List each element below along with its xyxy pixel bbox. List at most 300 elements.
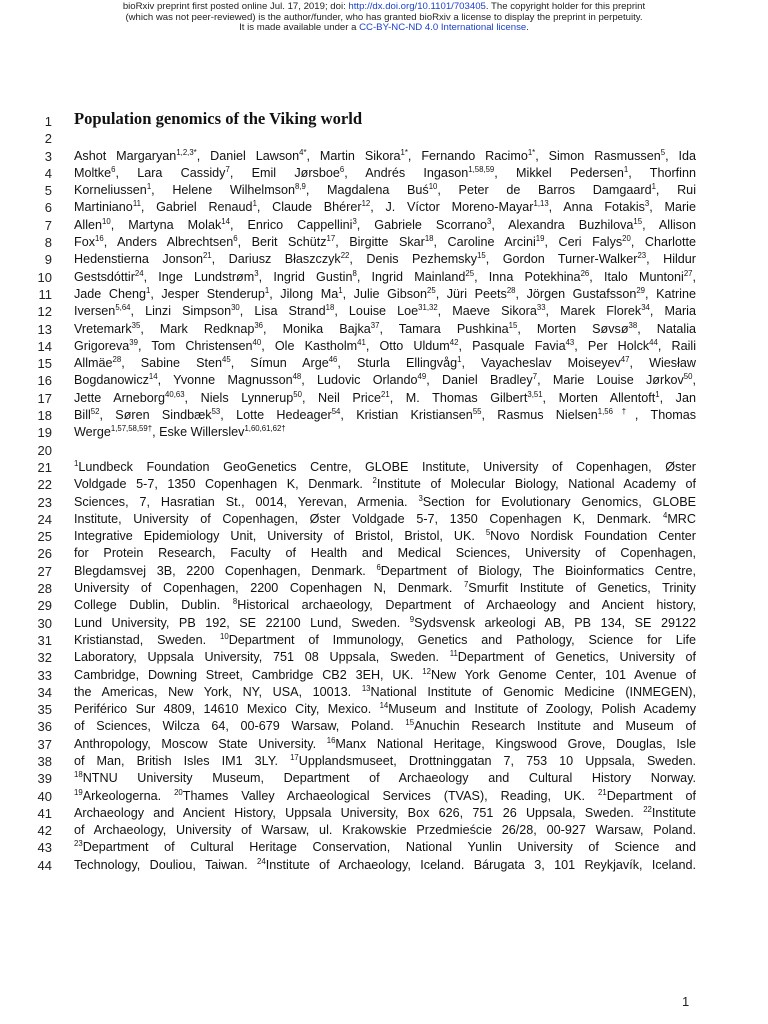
text-run: , Mark Redknap <box>140 321 255 336</box>
affiliation-superscript: 3 <box>486 216 492 226</box>
line-number: 11 <box>38 286 52 302</box>
affiliation-superscript: 10 <box>220 631 229 641</box>
line-text <box>74 494 696 511</box>
affiliation-superscript: 3,51 <box>527 389 543 399</box>
manuscript-line <box>0 286 768 303</box>
text-run: , Enrico Cappellini <box>229 217 353 232</box>
manuscript-line <box>0 736 768 753</box>
text-run: , Dariusz Błaszczyk <box>211 252 341 267</box>
affiliation-superscript: 1 <box>74 458 79 468</box>
text-run: , Søren Sindbæk <box>99 408 212 423</box>
doi-link[interactable]: http://dx.doi.org/10.1101/703405 <box>348 1 486 12</box>
line-text <box>74 459 696 476</box>
affiliation-superscript: 1 <box>457 355 462 365</box>
line-number: 35 <box>37 702 52 718</box>
affiliation-superscript: 45 <box>222 355 231 365</box>
line-number: 37 <box>37 736 52 752</box>
text-run: , Emil Jørsboe <box>229 165 340 180</box>
text-run: the Americas, New York, NY, USA, 10013. <box>74 684 362 699</box>
line-text <box>74 718 696 735</box>
line-number: 1 <box>44 114 52 129</box>
affiliation-superscript: 6 <box>233 234 238 244</box>
line-text <box>74 269 696 286</box>
affiliation-superscript: 3 <box>418 493 423 503</box>
line-number: 16 <box>37 373 52 389</box>
line-number: 10 <box>37 269 52 285</box>
line-number: 17 <box>37 390 52 406</box>
manuscript-body <box>0 109 768 874</box>
affiliation-superscript: 23 <box>637 251 647 261</box>
affiliation-superscript: 1 <box>651 182 656 192</box>
text-run: , Katrine <box>645 286 696 301</box>
text-run: Manx National Heritage, Kingswood Grove, Douglas, Isle <box>335 736 696 751</box>
affiliation-superscript: 8 <box>232 597 238 607</box>
text-run: , Niels Lynnerup <box>184 390 294 405</box>
text-run: , Anna Fotakis <box>548 200 645 215</box>
text-run: , Alexandra Buzhilova <box>491 217 634 232</box>
text-run: Section for Evolutionary Genomics, GLOBE <box>422 494 696 509</box>
manuscript-line <box>0 234 768 251</box>
line-text <box>74 580 696 597</box>
affiliation-superscript: 43 <box>565 337 575 347</box>
manuscript-line <box>0 511 768 528</box>
line-text <box>74 355 696 372</box>
line-number: 29 <box>37 598 52 614</box>
line-number: 40 <box>37 788 52 804</box>
line-text <box>74 736 696 753</box>
affiliation-superscript: 54 <box>331 407 341 417</box>
line-number: 41 <box>37 805 52 821</box>
affiliation-superscript: 35 <box>131 320 141 330</box>
text-run: Institute of Molecular Biology, National Academy of <box>376 477 696 492</box>
text-run: , Gordon Turner-Walker <box>485 252 638 267</box>
text-run: , Jesper Stenderup <box>150 286 265 301</box>
affiliation-superscript: 18 <box>424 234 434 244</box>
line-number: 28 <box>37 581 52 597</box>
text-run: Moltke <box>74 165 112 180</box>
manuscript-line <box>0 199 768 216</box>
text-run: Thames Valley Archaeological Services (TVAS), Reading, UK. <box>182 788 599 803</box>
manuscript-line <box>0 407 768 424</box>
line-text <box>74 770 696 787</box>
line-text <box>74 632 696 649</box>
affiliation-superscript: 1* <box>400 147 408 157</box>
affiliation-superscript: 1,57,58,59† <box>110 424 153 434</box>
manuscript-line <box>0 442 768 459</box>
affiliation-superscript: 11 <box>132 199 141 209</box>
affiliation-superscript: 9 <box>409 614 415 624</box>
manuscript-line <box>0 822 768 839</box>
line-number: 34 <box>37 684 52 700</box>
text-run: , Otto Uldum <box>365 338 450 353</box>
text-run: , Jörgen Gustafsson <box>515 286 637 301</box>
text-run: , Morten Søvsø <box>517 321 629 336</box>
affiliation-superscript: 7 <box>532 372 538 382</box>
affiliation-superscript: 7 <box>225 164 230 174</box>
text-run: Allmäe <box>74 356 113 371</box>
text-run: Institute <box>651 805 696 820</box>
line-number: 4 <box>44 165 52 181</box>
text-run: , Louise Loe <box>334 304 419 319</box>
manuscript-line <box>0 545 768 562</box>
text-run: , Martin Sikora <box>306 148 401 163</box>
affiliation-superscript: 10 <box>102 216 111 226</box>
manuscript-line <box>0 770 768 787</box>
affiliation-superscript: 2 <box>372 476 377 486</box>
manuscript-line <box>0 476 768 493</box>
line-text <box>74 303 696 320</box>
text-run: , Italo Muntoni <box>589 269 684 284</box>
manuscript-line <box>0 597 768 614</box>
text-run: , <box>692 373 696 388</box>
affiliation-superscript: 24 <box>257 856 266 866</box>
affiliation-superscript: 10 <box>428 182 438 192</box>
manuscript-line <box>0 251 768 268</box>
text-run: , Maeve Sikora <box>437 304 537 319</box>
manuscript-line <box>0 165 768 182</box>
affiliation-superscript: 8,9 <box>295 182 306 192</box>
text-run: Technology, Douliou, Taiwan. <box>74 857 258 872</box>
affiliation-superscript: 53 <box>211 407 221 417</box>
manuscript-line <box>0 182 768 199</box>
manuscript-line <box>0 303 768 320</box>
affiliation-superscript: 40,63 <box>165 389 185 399</box>
affiliation-superscript: 1 <box>655 389 660 399</box>
affiliation-superscript: 30 <box>231 303 240 313</box>
affiliation-superscript: 1 <box>264 285 270 295</box>
text-run: Korneliussen <box>74 183 147 198</box>
affiliation-superscript: 1,60,61,62† <box>244 424 286 434</box>
manuscript-line <box>0 839 768 856</box>
manuscript-line <box>0 684 768 701</box>
text-run: Department of Biology, The Bioinformatics Centre, <box>380 563 696 578</box>
affiliation-superscript: 34 <box>641 303 650 313</box>
affiliation-superscript: 29 <box>636 285 646 295</box>
affiliation-superscript: 24 <box>134 268 144 278</box>
line-number: 25 <box>37 529 52 545</box>
affiliation-superscript: 22 <box>643 804 652 814</box>
text-run: Werge <box>74 425 111 440</box>
text-run: , Lotte Hedeager <box>220 408 332 423</box>
text-run: NTNU University Museum, Department of Archaeology and Cultural History Norway. <box>82 771 696 786</box>
line-text <box>74 753 696 770</box>
affiliation-superscript: 4 <box>662 510 668 520</box>
affiliation-superscript: 39 <box>129 337 138 347</box>
affiliation-superscript: 25 <box>465 268 475 278</box>
affiliation-superscript: 15 <box>477 251 486 261</box>
text-run: Bogdanowicz <box>74 373 149 388</box>
page-number: 1 <box>682 994 690 1009</box>
affiliation-superscript: 15 <box>508 320 518 330</box>
line-number: 9 <box>44 252 52 268</box>
affiliation-superscript: 15 <box>633 216 643 226</box>
line-text <box>74 684 696 701</box>
affiliation-superscript: 47 <box>620 355 630 365</box>
line-text <box>74 407 696 424</box>
affiliation-superscript: 6 <box>376 562 381 572</box>
text-run: of Archaeology, University of Warsaw, ul. Krakowskie Przedmieście 26/28, 00-927 Warsaw, Poland. <box>74 823 696 838</box>
text-run: , Ingrid Gustin <box>258 269 353 284</box>
text-run: Arkeologerna. <box>82 788 175 803</box>
text-run: of Sciences, Wilcza 64, 00-679 Warsaw, Poland. <box>74 719 406 734</box>
text-run: , Hildur <box>646 252 696 267</box>
text-run: , Morten Allentoft <box>542 390 656 405</box>
text-run: , Wiesław <box>629 356 696 371</box>
line-text <box>74 822 696 839</box>
manuscript-line <box>0 355 768 372</box>
affiliation-superscript: 21 <box>381 389 390 399</box>
affiliation-superscript: 16 <box>326 735 336 745</box>
text-run: , Gabriele Scorrano <box>356 217 487 232</box>
text-run: , Sabine Sten <box>121 356 223 371</box>
manuscript-line <box>0 632 768 649</box>
text-run: , Lara Cassidy <box>115 165 226 180</box>
line-number: 5 <box>44 183 52 199</box>
affiliation-superscript: 25 <box>427 285 436 295</box>
affiliation-superscript: 37 <box>370 320 380 330</box>
text-run: , Berit Schütz <box>237 235 327 250</box>
manuscript-line <box>0 338 768 355</box>
line-number: 33 <box>37 667 52 683</box>
affiliation-superscript: 19 <box>535 234 545 244</box>
line-number: 43 <box>37 840 52 856</box>
text-run: Department of <box>606 788 696 803</box>
manuscript-line <box>0 667 768 684</box>
line-number: 7 <box>44 217 52 233</box>
text-run: Allen <box>74 217 103 232</box>
text-run: Bill <box>74 408 91 423</box>
license-link[interactable]: CC-BY-NC-ND 4.0 International license <box>359 22 527 34</box>
affiliation-superscript: 33 <box>536 303 546 313</box>
text-run: Department of Cultural Heritage Conservation, National Yunlin University of Science and <box>82 840 696 855</box>
affiliation-superscript: 1 <box>145 285 151 295</box>
text-run: Cambridge, Downing Street, Cambridge CB2 3EH, UK. <box>74 667 423 682</box>
affiliation-superscript: 7 <box>463 580 469 590</box>
text-run: , Sturla Ellingvåg <box>337 356 458 371</box>
affiliation-superscript: 28 <box>506 285 516 295</box>
text-run: Ashot Margaryan <box>74 148 177 163</box>
text-run: , <box>692 269 697 284</box>
text-run: , Fernando Racimo <box>407 148 528 163</box>
header-text: It is made available under a <box>239 22 360 34</box>
text-run: , Magdalena Buś <box>305 183 429 198</box>
affiliation-superscript: 14 <box>379 701 389 711</box>
manuscript-line <box>0 857 768 874</box>
affiliation-superscript: 17 <box>290 752 299 762</box>
affiliation-superscript: 21 <box>598 787 607 797</box>
text-run: , Allison <box>642 217 696 232</box>
text-run: Gestsdóttir <box>74 269 135 284</box>
affiliation-superscript: 55 <box>472 407 482 417</box>
text-run: Department of Genetics, University of <box>457 650 696 665</box>
text-run: , Marek Florek <box>545 304 642 319</box>
text-run: Hedenstierna Jonson <box>74 252 203 267</box>
text-run: , Per Holck <box>574 338 650 353</box>
affiliation-superscript: 50 <box>683 372 693 382</box>
affiliation-superscript: 31,32 <box>418 303 438 313</box>
header-line-3 <box>0 23 768 34</box>
text-run: , Charlotte <box>630 235 696 250</box>
text-run: , Marie <box>649 200 696 215</box>
affiliation-superscript: 1 <box>623 164 629 174</box>
affiliation-superscript: 46 <box>328 355 338 365</box>
text-run: , Jüri Peets <box>435 286 507 301</box>
line-number: 38 <box>37 753 52 769</box>
text-run: , Símun Arge <box>230 356 329 371</box>
text-run: Blegdamsvej 3B, 2200 Copenhagen, Denmark. <box>74 563 377 578</box>
affiliation-superscript: 36 <box>254 320 264 330</box>
header-line-2: (which was not peer-reviewed) is the author/funder, who has granted bioRxiv a license to display the preprint in perpetuity. <box>125 11 643 23</box>
text-run: , Rui <box>655 183 696 198</box>
text-run: , Julie Gibson <box>342 286 428 301</box>
affiliation-superscript: 1,2,3* <box>176 147 197 157</box>
text-run: University of Copenhagen, 2200 Copenhagen N, Denmark. <box>74 581 464 596</box>
text-run: , Yvonne Magnusson <box>157 373 293 388</box>
line-number: 44 <box>37 857 52 873</box>
text-run: Jade Cheng <box>74 286 146 301</box>
manuscript-line <box>0 701 768 718</box>
affiliation-superscript: 1,56† <box>597 407 635 417</box>
line-text <box>74 839 696 856</box>
affiliation-superscript: 22 <box>340 251 350 261</box>
affiliation-superscript: 28 <box>112 355 122 365</box>
text-run: , Daniel Lawson <box>196 148 300 163</box>
text-run: Archaeology and Ancient History, Uppsala University, Box 626, 751 26 Uppsala, Sweden. <box>74 805 644 820</box>
line-number: 32 <box>37 650 52 666</box>
affiliation-superscript: 1 <box>146 182 152 192</box>
line-number: 3 <box>44 148 52 164</box>
affiliation-superscript: 17 <box>326 234 336 244</box>
text-run: , Ingrid Mainland <box>356 269 466 284</box>
text-run: , Kristian Kristiansen <box>340 408 473 423</box>
affiliation-superscript: 6 <box>111 164 116 174</box>
manuscript-line <box>0 269 768 286</box>
text-run: , Helene Wilhelmson <box>151 183 295 198</box>
affiliation-superscript: 18 <box>325 303 335 313</box>
manuscript-line <box>0 649 768 666</box>
affiliation-superscript: 5,64 <box>115 303 131 313</box>
manuscript-line <box>0 372 768 389</box>
affiliation-superscript: 20 <box>622 234 631 244</box>
text-run: , Ludovic Orlando <box>301 373 418 388</box>
line-text <box>74 217 696 234</box>
header-line-1 <box>0 2 768 13</box>
affiliation-superscript: 13 <box>361 683 371 693</box>
text-run: , Gabriel Renaud <box>140 200 253 215</box>
line-number: 8 <box>44 235 52 251</box>
line-number: 36 <box>37 719 52 735</box>
line-text <box>74 615 696 632</box>
text-run: Martiniano <box>74 200 133 215</box>
manuscript-line <box>0 321 768 338</box>
affiliation-superscript: 5 <box>660 147 666 157</box>
affiliation-superscript: 50 <box>293 389 302 399</box>
affiliation-superscript: 23 <box>74 839 83 849</box>
affiliation-superscript: 3 <box>254 268 259 278</box>
affiliation-superscript: 14 <box>221 216 230 226</box>
text-run: , Inna Potekhina <box>474 269 581 284</box>
affiliation-superscript: 5 <box>485 528 491 538</box>
manuscript-line <box>0 459 768 476</box>
text-run: Historical archaeology, Department of Archaeology and Ancient history, <box>237 598 696 613</box>
text-run: Sciences, 7, Hasratian St., 0014, Yerevan, Armenia. <box>74 494 419 509</box>
manuscript-line <box>0 390 768 407</box>
line-text <box>74 148 696 165</box>
text-run: Integrative Epidemiology Unit, University of Bristol, Bristol, UK. <box>74 529 486 544</box>
text-run: Periférico Sur 4809, 14610 Mexico City, Mexico. <box>74 702 380 717</box>
text-run: , Mikkel Pedersen <box>494 165 624 180</box>
line-text <box>74 390 696 407</box>
affiliation-superscript: 48 <box>292 372 302 382</box>
affiliation-superscript: 18 <box>74 770 83 780</box>
text-run: , Jilong Ma <box>269 286 339 301</box>
manuscript-line <box>0 563 768 580</box>
affiliation-superscript: 19 <box>74 787 83 797</box>
text-run: National Institute of Genomic Medicine (INMEGEN), <box>370 684 696 699</box>
text-run: , Monika Bajka <box>263 321 371 336</box>
line-number: 13 <box>37 321 52 337</box>
text-run: Vretemark <box>74 321 132 336</box>
text-run: , Anders Albrechtsen <box>103 235 234 250</box>
text-run: , Natalia <box>637 321 696 336</box>
manuscript-line <box>0 718 768 735</box>
text-run: , Thorfinn <box>628 165 696 180</box>
text-run: , Maria <box>649 304 696 319</box>
line-text <box>74 511 696 528</box>
affiliation-superscript: 3 <box>352 216 357 226</box>
text-run: Kristianstad, Sweden. <box>74 632 220 647</box>
text-run: College Dublin, Dublin. <box>74 598 233 613</box>
text-run: for Protein Research, Faculty of Health and Medical Sciences, University of Copenhagen, <box>74 546 696 561</box>
manuscript-line <box>0 580 768 597</box>
affiliation-superscript: 38 <box>628 320 638 330</box>
text-run: , Lisa Strand <box>239 304 326 319</box>
line-text <box>74 286 696 303</box>
line-number: 42 <box>37 823 52 839</box>
text-run: Upplandsmuseet, Drottninggatan 7, 753 10 Uppsala, Sweden. <box>298 753 696 768</box>
text-run: , Tamara Pushkina <box>379 321 509 336</box>
line-number: 2 <box>44 131 52 147</box>
text-run: , J. Víctor Moreno-Mayar <box>370 200 534 215</box>
text-run: , Claude Bhérer <box>256 200 362 215</box>
text-run: Novo Nordisk Foundation Center <box>490 529 696 544</box>
line-text <box>74 321 696 338</box>
text-run: Laboratory, Uppsala University, 751 08 Uppsala, Sweden. <box>74 650 450 665</box>
line-text <box>74 701 696 718</box>
text-run: , Andrés Ingason <box>344 165 469 180</box>
text-run: , Linzi Simpson <box>130 304 232 319</box>
line-number: 24 <box>37 511 52 527</box>
affiliation-superscript: 49 <box>417 372 427 382</box>
line-text <box>74 372 696 389</box>
text-run: Institute, University of Copenhagen, Øster Voldgade 5-7, 1350 Copenhagen K, Denmark. <box>74 511 663 526</box>
line-text <box>74 251 696 268</box>
header-text: . <box>526 22 529 34</box>
line-number: 20 <box>37 442 52 458</box>
affiliation-superscript: 8 <box>352 268 357 278</box>
text-run: , Ole Kastholm <box>261 338 358 353</box>
text-run: , Raili <box>657 338 696 353</box>
text-run: Lundbeck Foundation GeoGenetics Centre, GLOBE Institute, University of Copenhagen, Øster <box>78 459 696 474</box>
manuscript-line <box>0 148 768 165</box>
text-run: , Jan <box>659 390 696 405</box>
line-text <box>74 563 696 580</box>
text-run: , Eske Willerslev <box>152 425 245 440</box>
affiliation-superscript: 41 <box>357 337 366 347</box>
line-text <box>74 788 696 805</box>
text-run: , Ceri Falys <box>544 235 623 250</box>
affiliation-superscript: 26 <box>580 268 590 278</box>
